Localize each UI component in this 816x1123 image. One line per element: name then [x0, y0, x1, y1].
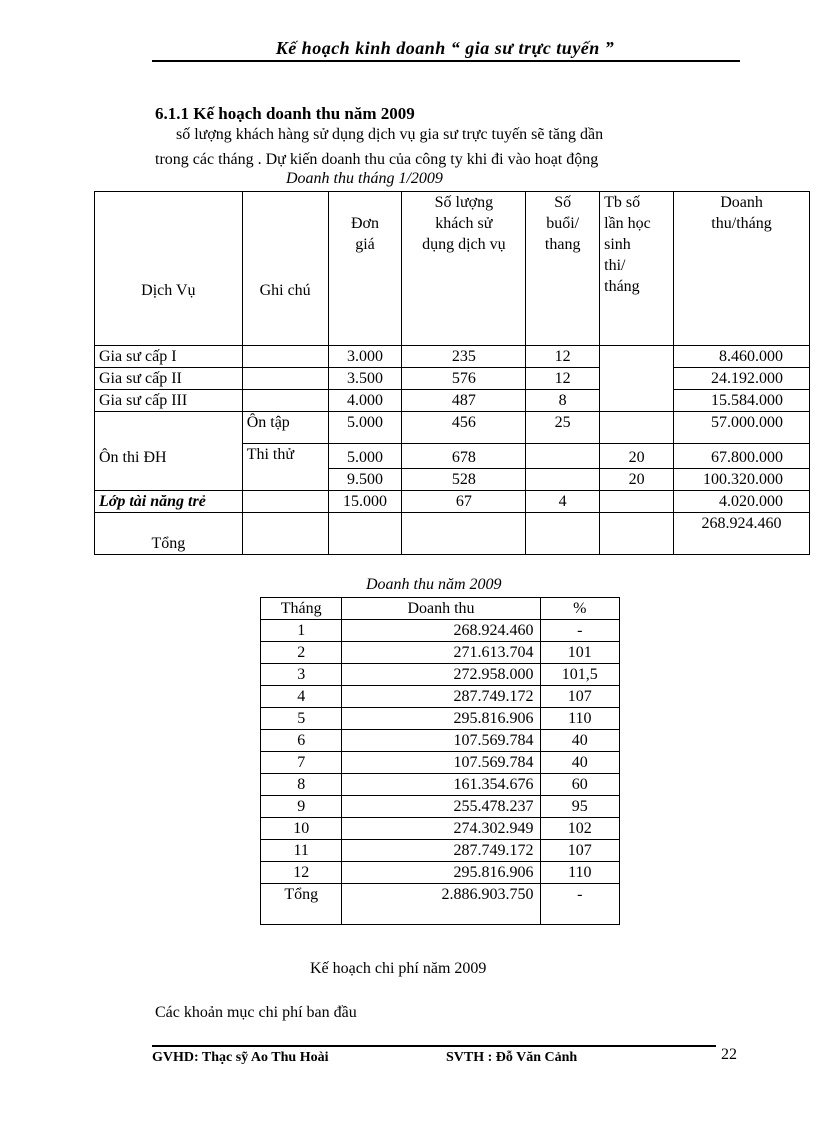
- cell-month: 12: [261, 862, 342, 884]
- cell-note: [242, 368, 328, 390]
- cell-qty: [402, 513, 526, 555]
- cell-percent: 60: [540, 774, 619, 796]
- cell-sessions: 12: [526, 346, 600, 368]
- intro-line-1: số lượng khách hàng sử dụng dịch vụ gia sư trực tuyến sẽ tăng dần: [176, 126, 604, 143]
- intro-line-2: trong các tháng . Dự kiến doanh thu của công ty khi đi vào hoạt động: [155, 151, 599, 168]
- cell-avg: [600, 513, 674, 555]
- cell-note: [242, 346, 328, 368]
- cell-revenue: 67.800.000: [674, 444, 810, 469]
- table-row: [261, 620, 620, 642]
- table-row: [261, 708, 620, 730]
- cell-percent: 101: [540, 642, 619, 664]
- cell-total-revenue: 2.886.903.750: [342, 884, 540, 925]
- cell-revenue: 100.320.000: [674, 469, 810, 491]
- cell-yearly-revenue: 295.816.906: [342, 862, 540, 884]
- cell-yearly-revenue: 272.958.000: [342, 664, 540, 686]
- cost-line: Các khoản mục chi phí ban đầu: [155, 1004, 357, 1021]
- table2-total-row: [261, 884, 620, 925]
- header-sessions: Số buổi/ thang: [526, 192, 600, 346]
- cost-heading: Kế hoạch chi phí năm 2009: [310, 960, 487, 977]
- cell-revenue: 15.584.000: [674, 390, 810, 412]
- cell-sessions: [526, 469, 600, 491]
- table-row: [261, 730, 620, 752]
- cell-yearly-revenue: 255.478.237: [342, 796, 540, 818]
- cell-avg: [600, 491, 674, 513]
- cell-yearly-revenue: 287.749.172: [342, 686, 540, 708]
- cell-price: 4.000: [328, 390, 402, 412]
- cell-avg: 20: [600, 469, 674, 491]
- page-number: 22: [721, 1046, 737, 1063]
- header-rule: [152, 60, 740, 62]
- cell-sessions: 12: [526, 368, 600, 390]
- header-avg: Tb số lần học sinh thi/ tháng: [600, 192, 674, 346]
- cell-total-percent: -: [540, 884, 619, 925]
- cell-service: Ôn thi ĐH: [95, 412, 243, 491]
- cell-qty: 67: [402, 491, 526, 513]
- cell-month: 7: [261, 752, 342, 774]
- cell-sessions: [526, 444, 600, 469]
- header-month: Tháng: [261, 598, 342, 620]
- cell-yearly-revenue: 274.302.949: [342, 818, 540, 840]
- cell-percent: -: [540, 620, 619, 642]
- table-row: [261, 796, 620, 818]
- cell-yearly-revenue: 295.816.906: [342, 708, 540, 730]
- table-row: [261, 642, 620, 664]
- monthly-revenue-table: [94, 191, 810, 555]
- header-service: Dịch Vụ: [95, 192, 243, 346]
- table-row: [261, 774, 620, 796]
- cell-month: 8: [261, 774, 342, 796]
- cell-price: 15.000: [328, 491, 402, 513]
- cell-qty: 235: [402, 346, 526, 368]
- cell-percent: 107: [540, 686, 619, 708]
- cell-note: [242, 390, 328, 412]
- header-percent: %: [540, 598, 619, 620]
- cell-percent: 110: [540, 708, 619, 730]
- table2-caption: Doanh thu năm 2009: [366, 576, 502, 593]
- cell-note: [242, 491, 328, 513]
- header-yearly-revenue: Doanh thu: [342, 598, 540, 620]
- cell-percent: 101,5: [540, 664, 619, 686]
- cell-qty: 528: [402, 469, 526, 491]
- cell-service: Gia sư cấp I: [95, 346, 243, 368]
- table-row: [261, 840, 620, 862]
- table-row: [95, 368, 810, 390]
- table2-header-row: [261, 598, 620, 620]
- footer-student: SVTH : Đỗ Văn Cảnh: [446, 1050, 578, 1065]
- table-row: [95, 412, 810, 444]
- cell-percent: 107: [540, 840, 619, 862]
- cell-yearly-revenue: 287.749.172: [342, 840, 540, 862]
- yearly-revenue-table: [260, 597, 620, 925]
- cell-month: 5: [261, 708, 342, 730]
- cell-percent: 110: [540, 862, 619, 884]
- table1-caption: Doanh thu tháng 1/2009: [286, 170, 443, 187]
- table-row: [95, 491, 810, 513]
- cell-revenue: 24.192.000: [674, 368, 810, 390]
- cell-note: [242, 513, 328, 555]
- cell-month: 10: [261, 818, 342, 840]
- footer-rule: [152, 1045, 716, 1047]
- header-unit-price: Đơn giá: [328, 192, 402, 346]
- cell-percent: 40: [540, 752, 619, 774]
- cell-avg: 20: [600, 444, 674, 469]
- cell-service: Lớp tài năng trẻ: [95, 491, 243, 513]
- cell-note: Thi thử: [242, 444, 328, 491]
- header-title: Kế hoạch kinh doanh “ gia sư trực tuyến ”: [275, 38, 615, 58]
- cell-total-label: Tổng: [261, 884, 342, 925]
- cell-sessions: 4: [526, 491, 600, 513]
- cell-month: 11: [261, 840, 342, 862]
- table-row: [261, 686, 620, 708]
- cell-sessions: 25: [526, 412, 600, 444]
- cell-price: 3.500: [328, 368, 402, 390]
- cell-avg: [600, 412, 674, 444]
- cell-sessions: [526, 513, 600, 555]
- cell-percent: 102: [540, 818, 619, 840]
- cell-qty: 678: [402, 444, 526, 469]
- table-row: [95, 346, 810, 368]
- cell-month: 1: [261, 620, 342, 642]
- header-note: Ghi chú: [242, 192, 328, 346]
- cell-percent: 95: [540, 796, 619, 818]
- cell-yearly-revenue: 268.924.460: [342, 620, 540, 642]
- cell-note: Ôn tập: [242, 412, 328, 444]
- cell-revenue: 4.020.000: [674, 491, 810, 513]
- cell-avg: [600, 346, 674, 412]
- table-row: [261, 818, 620, 840]
- table-row: [261, 664, 620, 686]
- cell-yearly-revenue: 107.569.784: [342, 730, 540, 752]
- footer-advisor: GVHD: Thạc sỹ Ao Thu Hoài: [152, 1050, 329, 1065]
- cell-yearly-revenue: 161.354.676: [342, 774, 540, 796]
- table-row: [261, 862, 620, 884]
- cell-month: 2: [261, 642, 342, 664]
- header-revenue: Doanh thu/tháng: [674, 192, 810, 346]
- cell-percent: 40: [540, 730, 619, 752]
- cell-qty: 456: [402, 412, 526, 444]
- cell-month: 6: [261, 730, 342, 752]
- cell-price: 5.000: [328, 412, 402, 444]
- cell-month: 3: [261, 664, 342, 686]
- cell-month: 4: [261, 686, 342, 708]
- table-row: [261, 752, 620, 774]
- cell-yearly-revenue: 107.569.784: [342, 752, 540, 774]
- cell-revenue: 8.460.000: [674, 346, 810, 368]
- cell-total-label: Tổng: [95, 513, 243, 555]
- header-quantity: Số lượng khách sử dụng dịch vụ: [402, 192, 526, 346]
- table1-header-row: [95, 192, 810, 346]
- cell-price: [328, 513, 402, 555]
- cell-price: 9.500: [328, 469, 402, 491]
- cell-service: Gia sư cấp III: [95, 390, 243, 412]
- cell-qty: 487: [402, 390, 526, 412]
- cell-qty: 576: [402, 368, 526, 390]
- cell-revenue: 57.000.000: [674, 412, 810, 444]
- cell-sessions: 8: [526, 390, 600, 412]
- cell-service: Gia sư cấp II: [95, 368, 243, 390]
- cell-total-revenue: 268.924.460: [674, 513, 810, 555]
- table-row: [95, 390, 810, 412]
- cell-yearly-revenue: 271.613.704: [342, 642, 540, 664]
- cell-price: 5.000: [328, 444, 402, 469]
- cell-price: 3.000: [328, 346, 402, 368]
- cell-month: 9: [261, 796, 342, 818]
- table-total-row: [95, 513, 810, 555]
- section-heading: 6.1.1 Kế hoạch doanh thu năm 2009: [155, 104, 415, 123]
